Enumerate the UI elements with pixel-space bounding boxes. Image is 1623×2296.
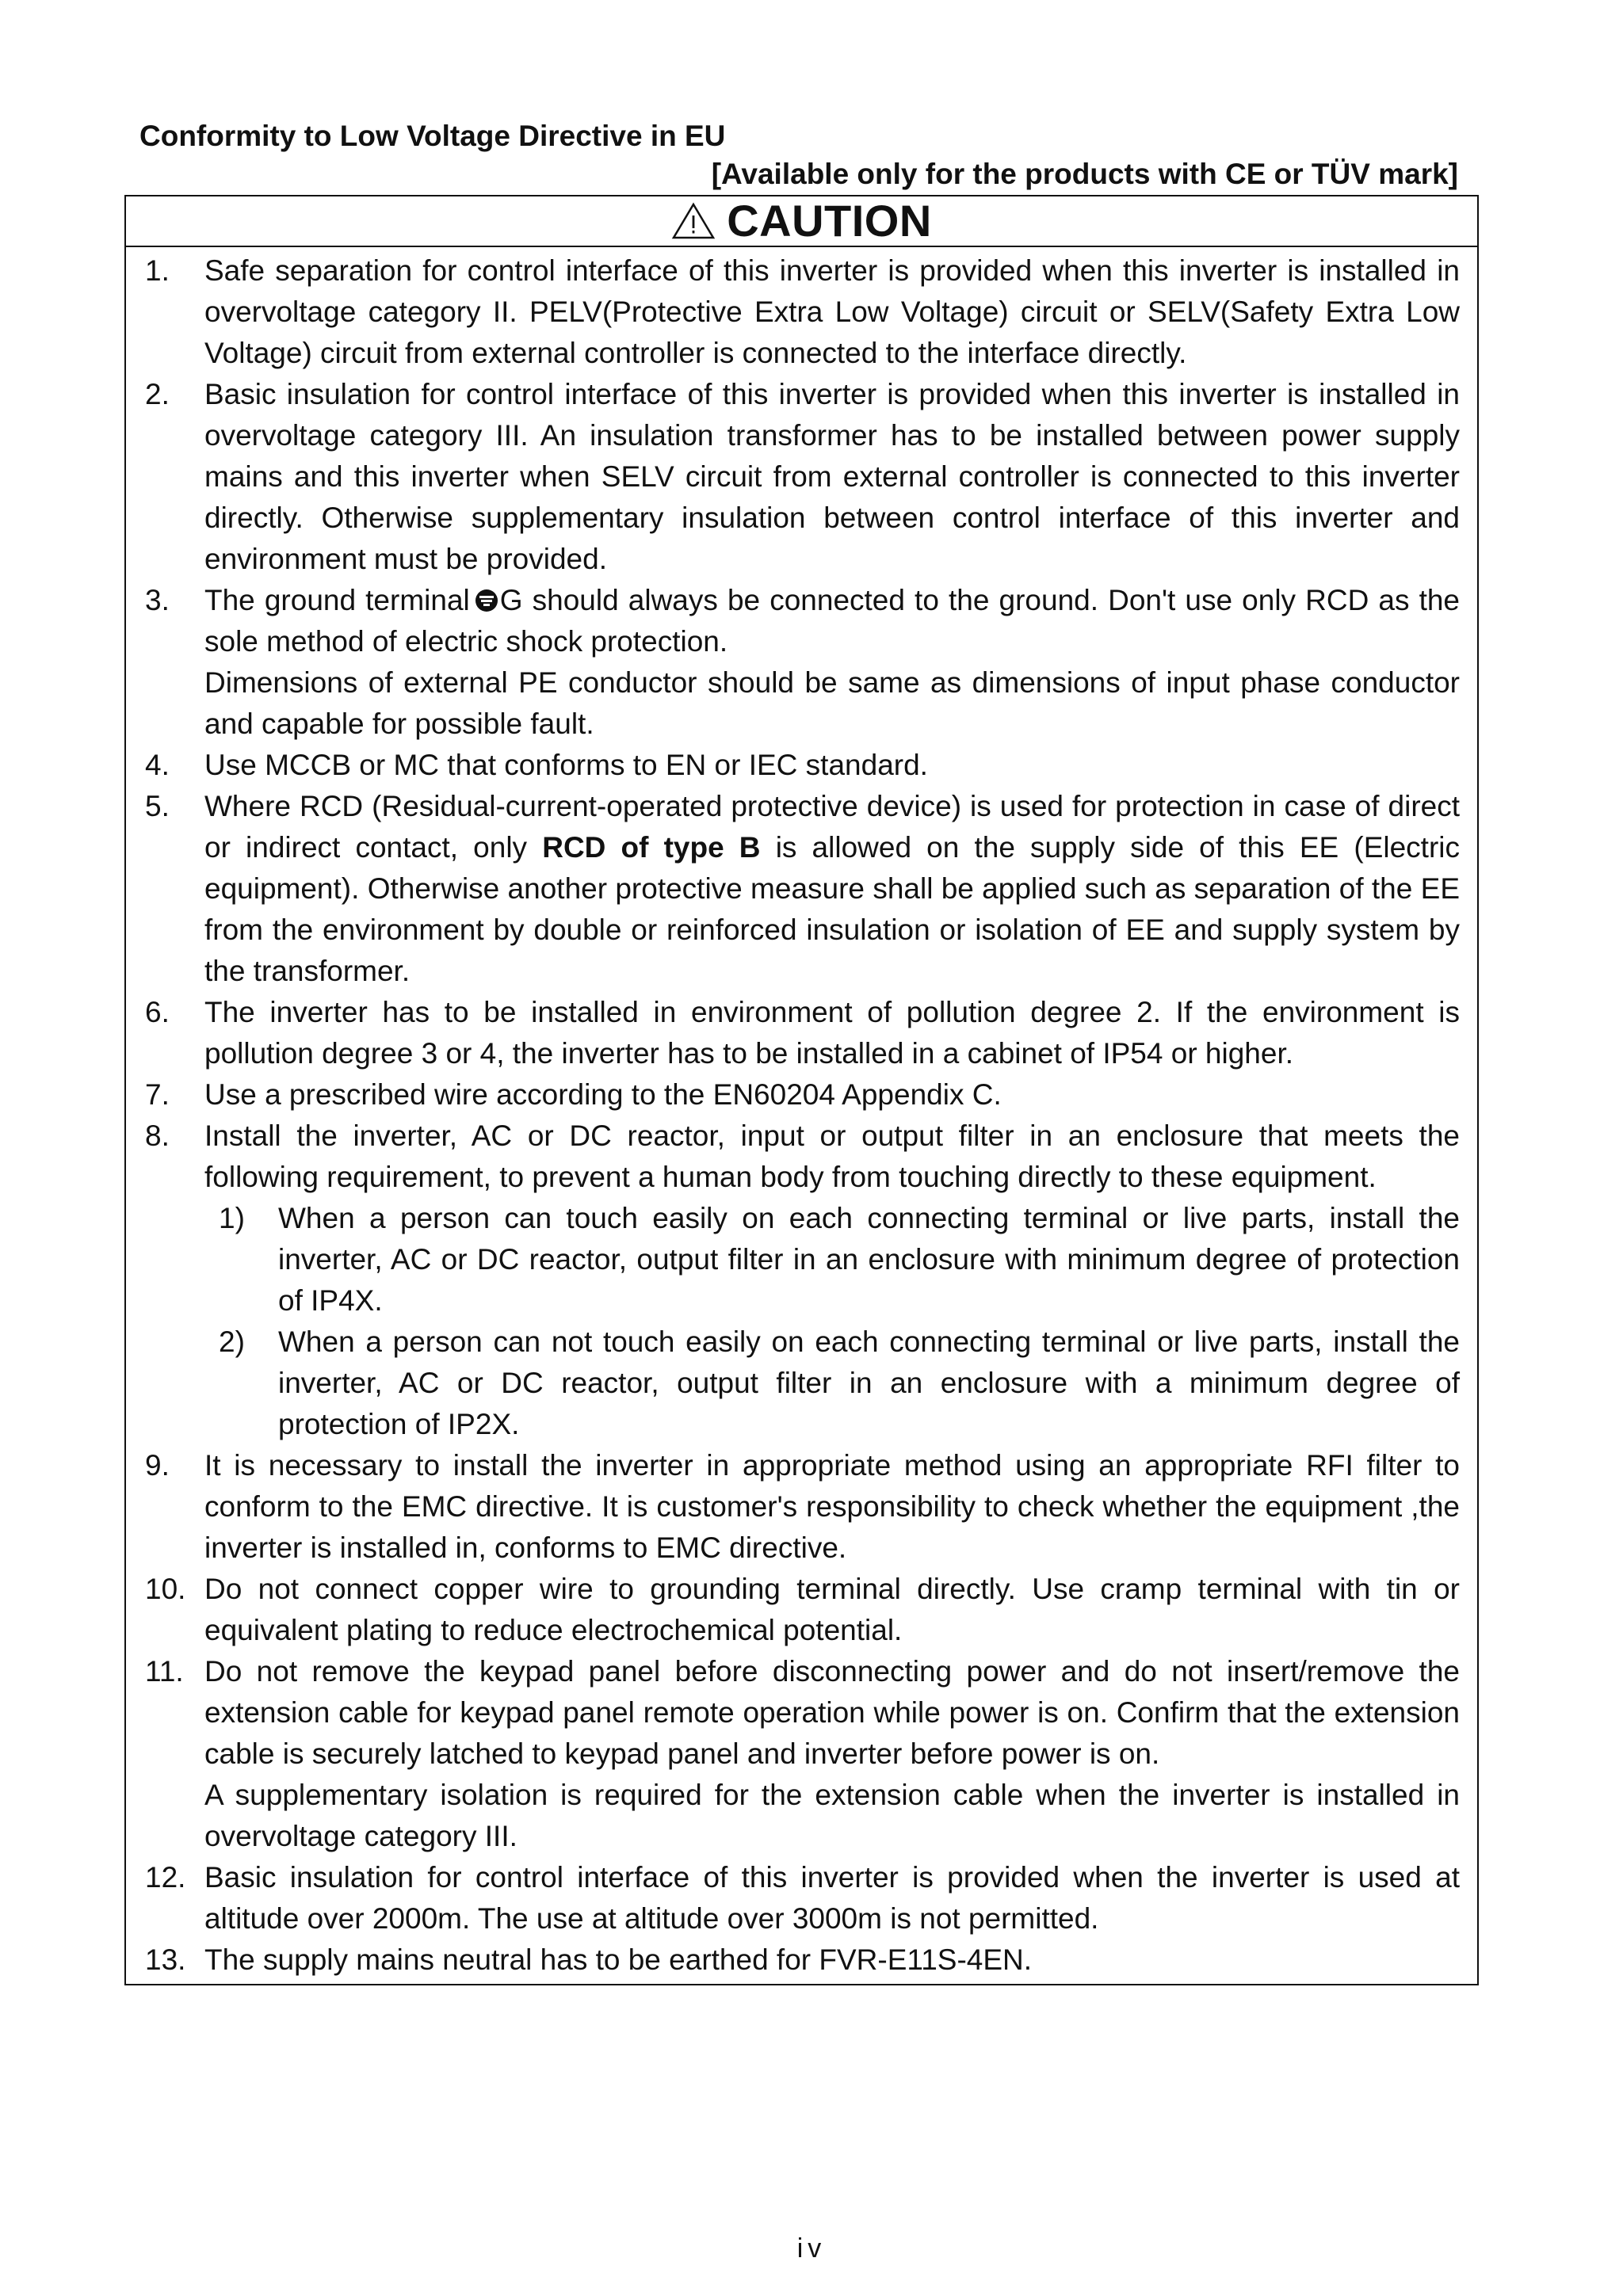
item-text-part: G should always be connected to the ground. Don't use only RCD as the sole method of electric shock protection. xyxy=(204,584,1461,658)
caution-list xyxy=(126,247,1477,1981)
item-text: Do not connect copper wire to grounding terminal directly. Use cramp terminal with tin or equivalent plating to reduce electrochemical potential. xyxy=(204,1573,1460,1646)
item-number: 7. xyxy=(145,1078,170,1111)
item-text: The inverter has to be installed in environment of pollution degree 2. If the environment is pollution degree 3 or 4, the inverter has to be installed in a cabinet of IP54 or higher. xyxy=(204,996,1460,1070)
item-number: 4. xyxy=(145,749,170,781)
item-number: 12. xyxy=(145,1861,186,1894)
item-text: Basic insulation for control interface of this inverter is provided when this inverter is installed in overvoltage category III. An insulation transformer has to be installed between power supply mains and this inverter when SELV circuit from external controller is connected to this inverter directly. Otherwise supplementary insulation between control interface of this inverter and environment must be provided. xyxy=(204,378,1460,575)
list-item xyxy=(126,992,1477,1074)
list-item xyxy=(126,1445,1477,1569)
list-item xyxy=(126,1569,1477,1651)
item-text: The supply mains neutral has to be earthed for FVR-E11S-4EN. xyxy=(204,1943,1033,1976)
item-text: Basic insulation for control interface of this inverter is provided when the inverter is used at altitude over 2000m. The use at altitude over 3000m is not permitted. xyxy=(204,1861,1460,1935)
sub-item-text: When a person can not touch easily on each connecting terminal or live parts, install the inverter, AC or DC reactor, output filter in an enclosure with a minimum degree of protection of IP2X. xyxy=(278,1325,1460,1440)
sub-item-text: When a person can touch easily on each connecting terminal or live parts, install the inverter, AC or DC reactor, output filter in an enclosure with minimum degree of protection of IP4X. xyxy=(278,1202,1460,1317)
item-number: 9. xyxy=(145,1449,170,1482)
item-number: 1. xyxy=(145,254,170,287)
availability-note: [Available only for the products with CE or TÜV mark] xyxy=(711,158,1458,190)
item-number: 6. xyxy=(145,996,170,1028)
list-item xyxy=(126,745,1477,786)
sub-list-item xyxy=(204,1198,1460,1322)
item-number: 11. xyxy=(145,1655,184,1688)
item-text-part: The ground terminal xyxy=(204,584,470,616)
list-item xyxy=(126,1651,1477,1857)
protective-earth-icon xyxy=(475,589,498,612)
item-text-part: is allowed on the supply side of this EE (Electric equipment). Otherwise another protective measure shall be applied such as separation of the EE from the environment by double or reinforced insulation or isolation of EE and supply system by the transformer. xyxy=(204,831,1461,987)
caution-box xyxy=(124,195,1479,1985)
item-text: Safe separation for control interface of this inverter is provided when this inverter is installed in overvoltage category II. PELV(Protective Extra Low Voltage) circuit or SELV(Safety Extra Low Voltage) circuit from external controller is connected to the interface directly. xyxy=(204,254,1460,369)
warning-triangle-icon xyxy=(671,202,716,240)
list-item xyxy=(126,580,1477,745)
page-number: iv xyxy=(796,2233,827,2264)
list-item xyxy=(126,1857,1477,1939)
item-number: 10. xyxy=(145,1573,186,1605)
list-item xyxy=(126,786,1477,992)
item-text xyxy=(204,786,1460,992)
list-item xyxy=(126,250,1477,374)
list-item xyxy=(126,374,1477,580)
caution-title: CAUTION xyxy=(727,196,932,246)
item-text: Install the inverter, AC or DC reactor, input or output filter in an enclosure that meets the following requirement, to prevent a human body from touching directly to these equipment. xyxy=(204,1119,1460,1193)
item-number: 2. xyxy=(145,378,170,410)
item-text xyxy=(204,580,1460,662)
item-number: 3. xyxy=(145,584,170,616)
item-text: Do not remove the keypad panel before disconnecting power and do not insert/remove the extension cable for keypad panel remote operation while power is on. Confirm that the extension cable is securely latched to keypad panel and inverter before power is on. xyxy=(204,1655,1460,1770)
item-text: Use a prescribed wire according to the EN60204 Appendix C. xyxy=(204,1078,1002,1111)
caution-header xyxy=(126,196,1477,247)
item-text-part: Where RCD (Residual-current-operated protective device) is used for protection in case of direct or indirect contact, only xyxy=(204,790,1460,864)
item-text-continued: Dimensions of external PE conductor should be same as dimensions of input phase conductor and capable for possible fault. xyxy=(204,666,1460,740)
list-item xyxy=(126,1939,1477,1981)
item-text: It is necessary to install the inverter in appropriate method using an appropriate RFI filter to conform to the EMC directive. It is customer's responsibility to check whether the equipment ,the inverter is installed in, conforms to EMC directive. xyxy=(204,1449,1460,1564)
sub-item-number: 2) xyxy=(219,1325,245,1358)
item-text: Use MCCB or MC that conforms to EN or IEC standard. xyxy=(204,749,928,781)
list-item xyxy=(126,1116,1477,1445)
item-number: 8. xyxy=(145,1119,170,1152)
item-text-continued: A supplementary isolation is required for the extension cable when the inverter is installed in overvoltage category III. xyxy=(204,1779,1460,1852)
item-number: 13. xyxy=(145,1943,186,1976)
rcd-type-b-emphasis: RCD of type B xyxy=(542,831,761,864)
sub-list-item xyxy=(204,1322,1460,1445)
sub-item-number: 1) xyxy=(219,1202,245,1234)
item-number: 5. xyxy=(145,790,170,822)
list-item xyxy=(126,1074,1477,1116)
document-title: Conformity to Low Voltage Directive in EU xyxy=(139,120,726,152)
